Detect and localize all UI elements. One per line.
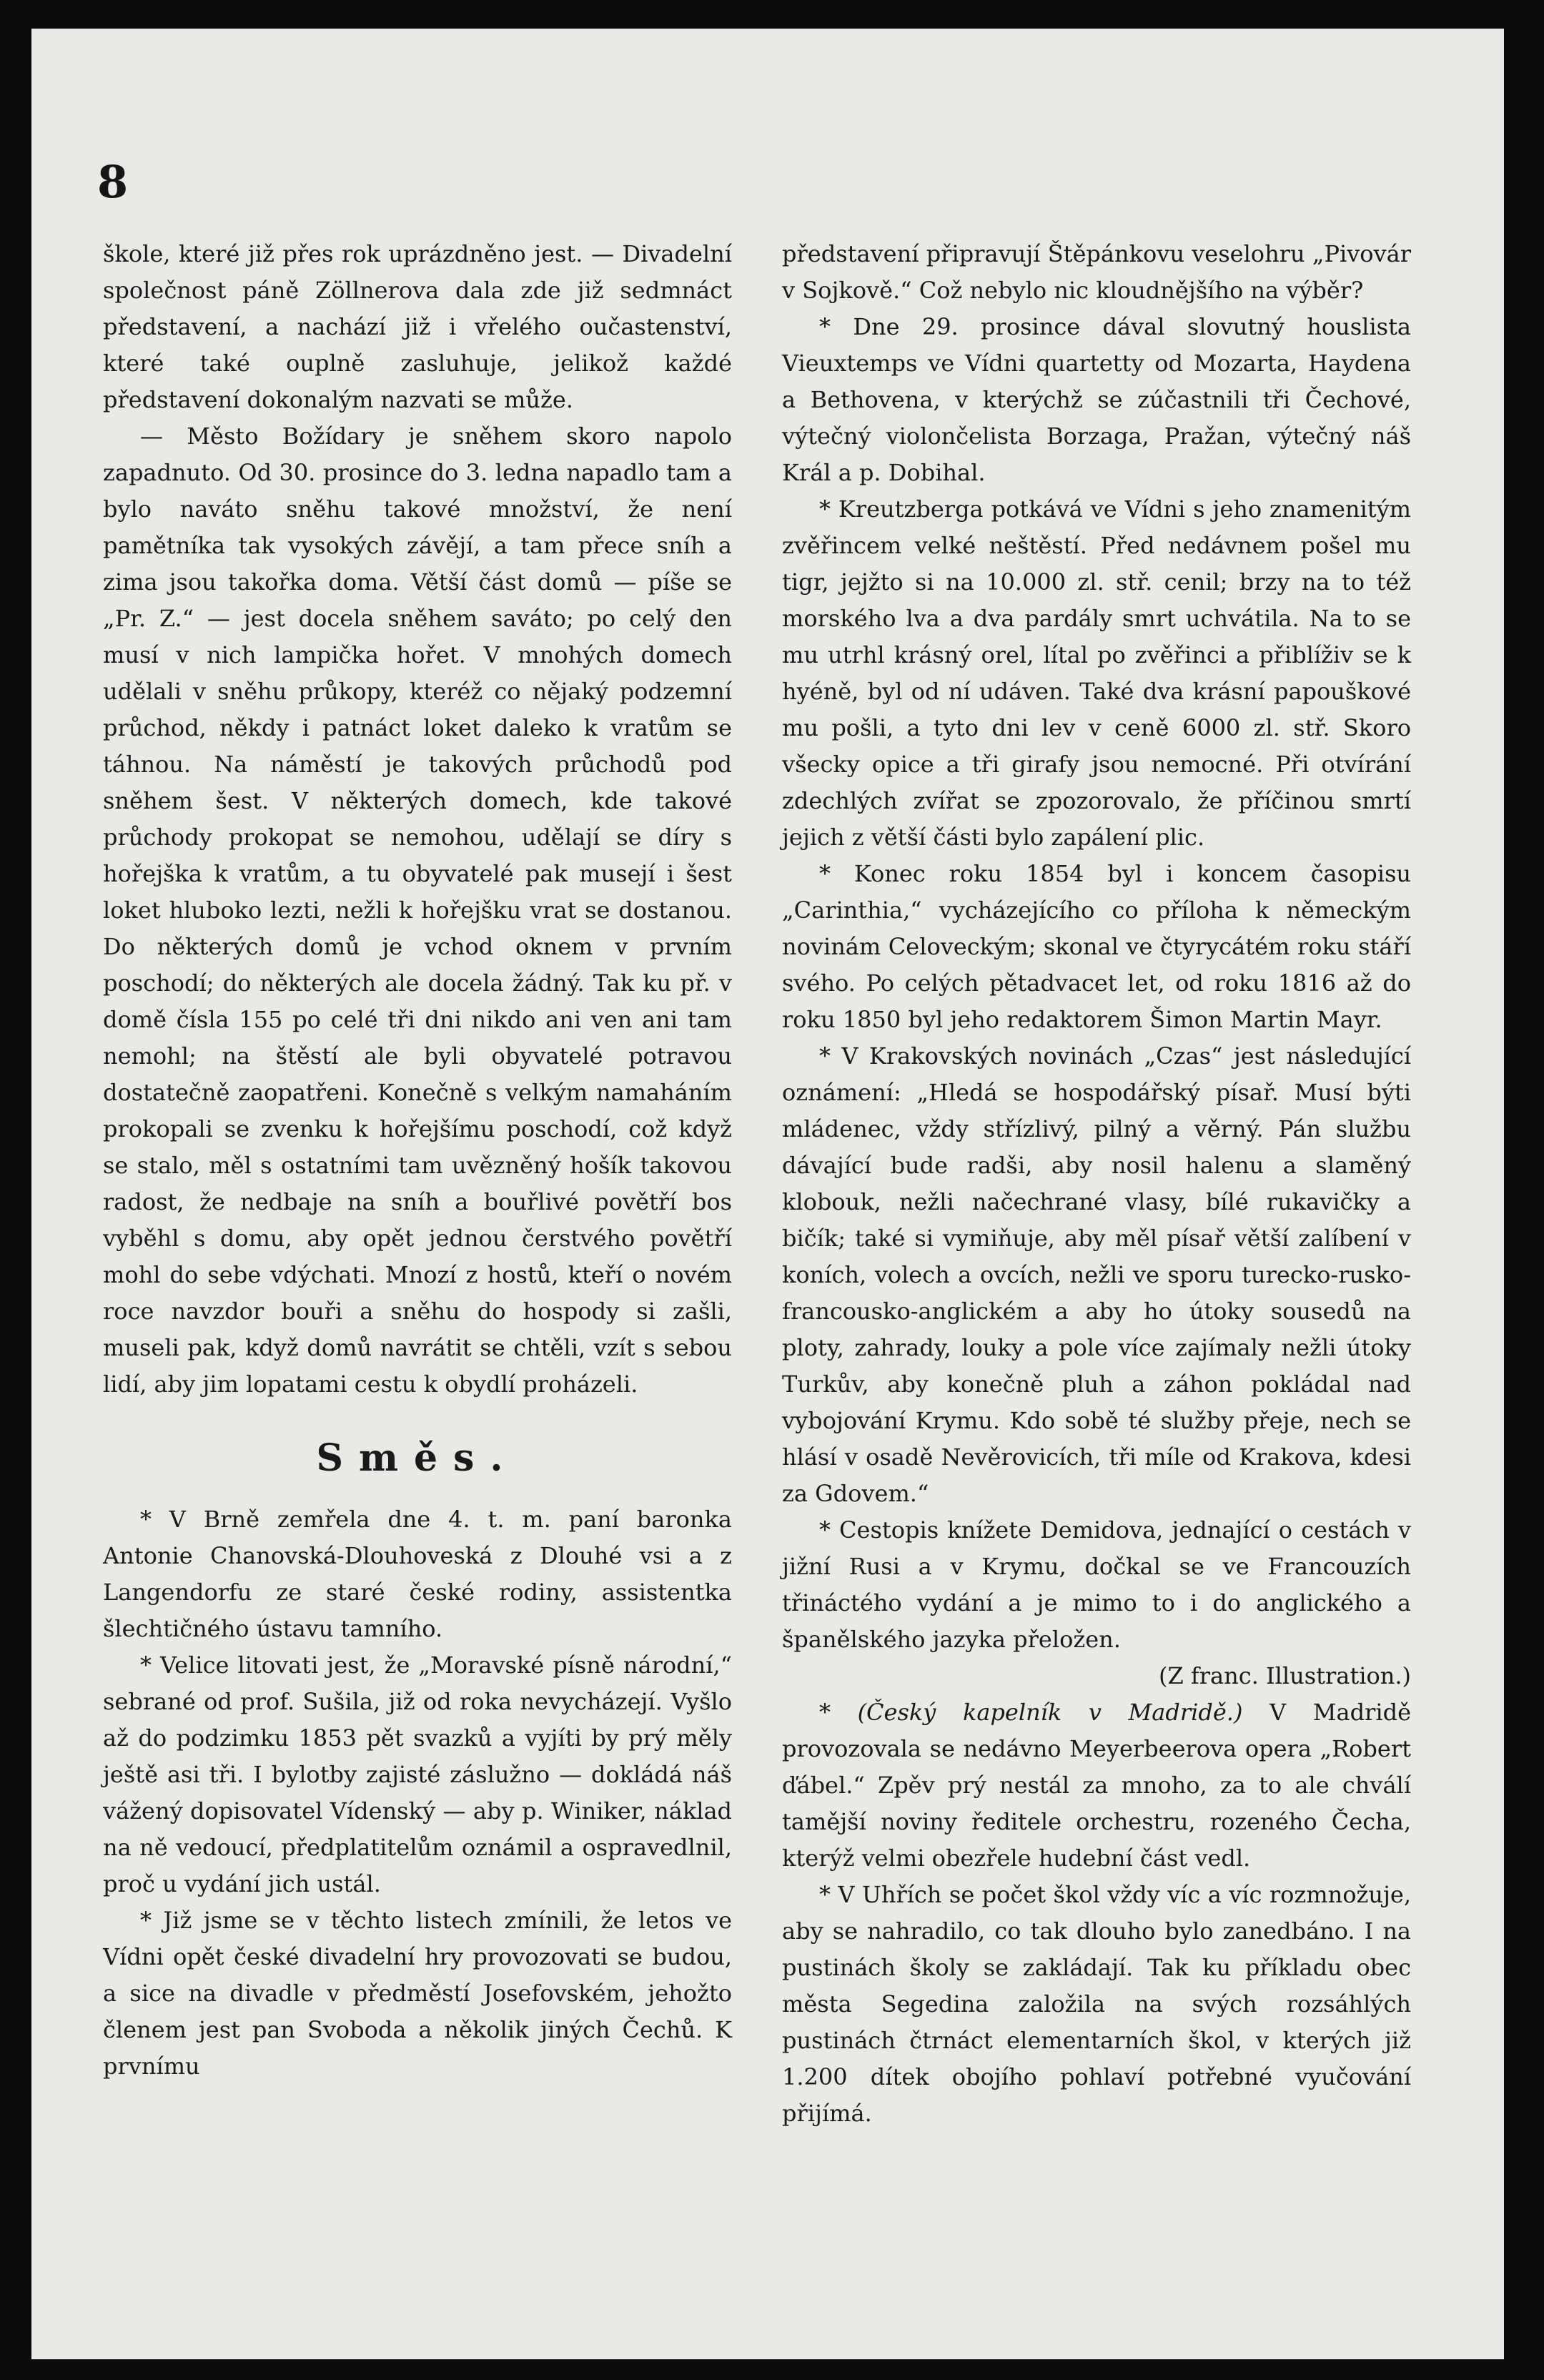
article-paragraph: škole, které již přes rok uprázdněno jest. — Divadelní společnost páně Zöllnerova dala zde již sedmnáct představení, a nachází již i vřelého oučastenství, které také ouplně zasluhuje, jelikož každé představení dokonalým nazvati se může. [103,240,732,413]
article-paragraph: * Již jsme se v těchto listech zmínili, že letos ve Vídni opět české divadelní hry provozovati se budou, a sice na divadle v předměstí Josefovském, jehožto členem jest pan Svoboda a několik jiných Čechů. K prvnímu [103,1907,732,2080]
article-paragraph [782,1694,1411,1877]
newspaper-page [31,29,1504,2359]
article-paragraph: * V Uhřích se počet škol vždy víc a víc rozmnožuje, aby se nahradilo, co tak dlouho bylo zanedbáno. I na pustinách školy se zakládají. Tak ku příkladu obec města Segedina založila na svých rozsáhlých pustinách čtrnáct elementarních škol, v kterých již 1.200 dítek obojího pohlaví potřebné vyučování přijímá. [782,1881,1411,2127]
article-paragraph: * Konec roku 1854 byl i koncem časopisu „Carinthia,“ vycházejícího co příloha k německým novinám Celoveckým; skonal ve čtyrycátém roku stáří svého. Po celých pětadvacet let, od roku 1816 až do roku 1850 byl jeho redaktorem Šimon Martin Mayr. [782,860,1411,1033]
section-heading: Směs. [316,1436,519,1480]
article-paragraph: * Cestopis knížete Demidova, jednající o cestách v jižní Rusi a v Krymu, dočkal se ve Francouzích třináctého vydání a je mimo to i do anglického a španělského jazyka přeložen. [782,1516,1411,1653]
right-column [782,236,1411,2132]
article-paragraph: představení připravují Štěpánkovu veselohru „Pivovár v Sojkově.“ Což nebylo nic kloudnějšího na výběr? [782,240,1411,304]
article-text: V Madridě provozovala se nedávno Meyerbeerova opera „Robert ďábel.“ Zpěv prý nestál za mnoho, za to ale chválí tamější noviny ředitele orchestru, rozeného Čecha, kterýž velmi obezřele hudební část vedl. [782,1699,1412,1872]
article-paragraph: * Dne 29. prosince dával slovutný houslista Vieuxtemps ve Vídni quartetty od Mozarta, Haydena a Bethovena, v kterýchž se zúčastnili tři Čechové, výtečný violončelista Borzaga, Pražan, výtečný náš Král a p. Dobihal. [782,313,1411,486]
left-column [103,236,732,2085]
article-paragraph: — Město Božídary je sněhem skoro napolo zapadnuto. Od 30. prosince do 3. ledna napadlo tam a bylo naváto sněhu takové množství, že není pamětníka tak vysokých závějí, a tam přece sníh a zima jsou takořka doma. Větší část domů — píše se „Pr. Z.“ — jest docela sněhem saváto; po celý den musí v nich lampička hořet. V mnohých domech udělali v sněhu průkopy, kteréž co nějaký podzemní průchod, někdy i patnáct loket daleko k vratům se táhnou. Na náměstí je takových průchodů pod sněhem šest. V některých domech, kde takové průchody prokopat se nemohou, udělají se díry s hořejška k vratům, a tu obyvatelé pak musejí i šest loket hluboko lezti, nežli k hořejšku vrat se dostanou. Do některých domů je vchod oknem v prvním poschodí; do některých ale docela žádný. Tak ku př. v domě čísla 155 po celé tři dni nikdo ani ven ani tam nemohl; na štěstí ale byli obyvatelé potravou dostatečně zaopatřeni. Konečně s velkým namaháním prokopali se zvenku k hořejšímu poschodí, což když se stalo, měl s ostatními tam uvězněný hošík takovou radost, že nedbaje na sníh a bouřlivé povětří bos vyběhl s domu, aby opět jednou čerstvého povětří mohl do sebe vdýchati. Mnozí z hostů, kteří o novém roce navzdor bouři a sněhu do hospody si zašli, museli pak, když domů navrátit se chtěli, vzít s sebou lidí, aby jim lopatami cestu k obydlí proházeli. [103,423,732,1398]
page-number: 8 [97,156,129,208]
article-paragraph: * V Krakovských novinách „Czas“ jest následující oznámení: „Hledá se hospodářský písař. Musí býti mládenec, vždy střízlivý, pilný a věrný. Pán službu dávající bude radši, aby nosil halenu a slaměný klobouk, nežli načechrané vlasy, bílé rukavičky a bičík; také si vymiňuje, aby měl písař větší zalíbení v koních, volech a ovcích, nežli ve sporu turecko-rusko-francousko-anglickém a aby ho útoky sousedů na ploty, zahrady, louky a pole více zajímaly nežli útoky Turkův, aby konečně pluh a záhon pokládal nad vybojování Krymu. Kdo sobě té služby přeje, nech se hlásí v osadě Nevěrovicích, tři míle od Krakova, kdesi za Gdovem.“ [782,1042,1411,1507]
source-note: (Z franc. Illustration.) [1159,1662,1411,1689]
article-title: * (Český kapelník v Madridě.) [819,1699,1243,1726]
article-paragraph: * V Brně zemřela dne 4. t. m. paní baronka Antonie Chanovská-Dlouhoveská z Dlouhé vsi a z Langendorfu ze staré české rodiny, assistentka šlechtičného ústavu tamního. [103,1506,732,1642]
article-paragraph: * Velice litovati jest, že „Moravské písně národní,“ sebrané od prof. Sušila, již od roka nevycházejí. Vyšlo až do podzimku 1853 pět svazků a vyjíti by prý měly ještě asi tři. I bylotby zajisté záslužno — dokládá náš vážený dopisovatel Vídenský — aby p. Winiker, náklad na ně vedoucí, předplatitelům oznámil a ospravedlnil, proč u vydání jich ustál. [103,1651,732,1897]
article-paragraph: * Kreutzberga potkává ve Vídni s jeho znamenitým zvěřincem velké neštěstí. Před nedávnem pošel mu tigr, jejžto si na 10.000 zl. stř. cenil; brzy na to též morského lva a dva pardály smrt uchvátila. Na to se mu utrhl krásný orel, lítal po zvěřinci a přiblíživ se k hyéně, byl od ní udáven. Také dva krásní papouškové mu pošli, a tyto dni lev v ceně 6000 zl. stř. Skoro všecky opice a tři girafy jsou nemocné. Při otvírání zdechlých zvířat se zpozorovalo, že příčinou smrtí jejich z větší části bylo zapálení plic. [782,495,1411,851]
